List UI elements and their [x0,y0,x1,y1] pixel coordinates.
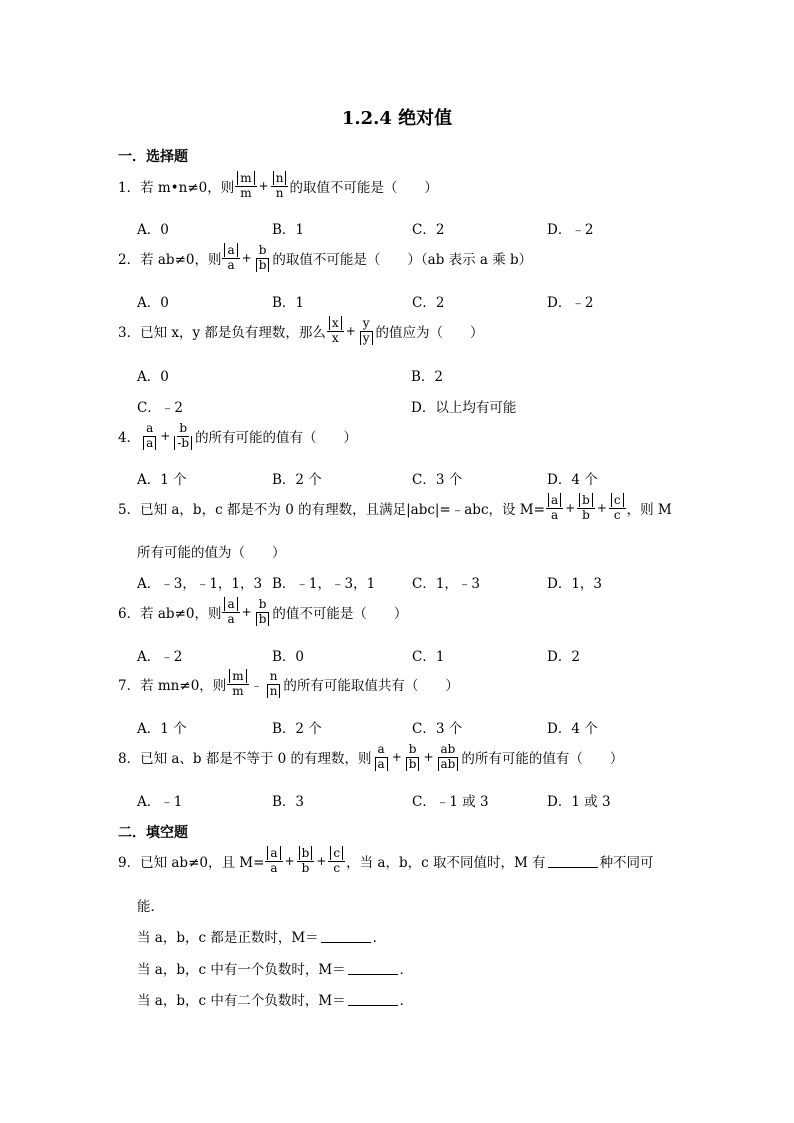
q1-stem: 1．若 m•n≠0，则 [118,180,235,197]
q1-option-b[interactable]: B．1 [272,222,305,238]
q9-answer-blank-3[interactable] [348,993,398,1006]
q5-stem: 5．已知 a，b，c 都是不为 0 的有理数，且满足|abc|=﹣abc，设 M= [118,502,545,519]
q8-options [137,790,611,810]
q9-case-all-positive: 当 a，b，c 都是正数时，M＝ ． [137,930,387,946]
q6-option-d[interactable]: D．2 [547,649,580,665]
q8-fraction-2: $\frac{b}{b}$ [404,743,422,772]
q1-option-d[interactable]: D．﹣2 [547,222,594,238]
q8-option-d[interactable]: D．1 或 3 [547,794,611,810]
question-8: 8．已知 a、b 都是不等于 0 的有理数，则 $\frac{a}{a}$ + $\frac{b}{b}$ + $\frac{ab}{ab}$ 的所有可能的值有（ ） [118,742,624,771]
q2-fraction-2: $\frac{b}{b}$ [254,244,272,273]
q9-fraction-3: $\frac{c}{c}$ [328,847,345,876]
q8-option-a[interactable]: A．﹣1 [137,794,183,810]
q7-options [137,717,598,737]
q9-fraction-2: $\frac{b}{b}$ [297,847,315,876]
q2-fraction-1: $\frac{a}{a}$ [222,244,239,273]
q6-option-c[interactable]: C．1 [412,649,445,665]
q3-stem: 3．已知 x，y 都是负有理数，那么 [118,325,326,342]
q6-fraction-1: $\frac{a}{a}$ [222,598,239,627]
q3-options-row-2 [137,396,516,416]
q3-option-b[interactable]: B．2 [411,369,444,385]
question-1: 1．若 m•n≠0，则 $\frac{m}{m}$ + $\frac{n}{n}$ 的取值不可能是（ ） [118,171,438,200]
q1-option-c[interactable]: C．2 [412,222,445,238]
q6-options [137,645,580,665]
q1-fraction-1: $\frac{m}{m}$ [235,172,256,201]
q3-option-d[interactable]: D．以上均有可能 [411,400,517,416]
q8-option-c[interactable]: C．﹣1 或 3 [412,794,489,810]
q4-option-d[interactable]: D．4 个 [547,472,598,488]
q8-fraction-1: $\frac{a}{a}$ [373,743,390,772]
q2-option-a[interactable]: A．0 [137,295,169,311]
q2-stem: 2．若 ab≠0，则 [118,252,222,269]
q7-option-b[interactable]: B．2 个 [272,721,322,737]
q2-option-c[interactable]: C．2 [412,295,445,311]
q4-fraction-1: $\frac{a}{a}$ [141,422,158,451]
q4-option-b[interactable]: B．2 个 [272,472,322,488]
q9-fraction-1: $\frac{a}{a}$ [265,847,282,876]
q4-stem: 4． [118,430,141,447]
q7-fraction-1: $\frac{m}{m}$ [227,670,248,699]
question-5: 5．已知 a，b，c 都是不为 0 的有理数，且满足|abc|=﹣abc，设 M= $\frac{a}{a}$ + $\frac{b}{b}$ + $\frac{c}{c}$ ，则 M [118,493,672,522]
q1-options [137,218,593,238]
page-title: 1.2.4 绝对值 [341,108,453,129]
q2-option-d[interactable]: D．﹣2 [547,295,594,311]
q9-answer-blank-count[interactable] [548,855,598,868]
question-6: 6．若 ab≠0，则 $\frac{a}{a}$ + $\frac{b}{b}$ 的值不可能是（ ） [118,597,408,626]
q3-fraction-2: $\frac{y}{y}$ [358,317,375,346]
q6-option-b[interactable]: B．0 [272,649,305,665]
q5-fraction-3: $\frac{c}{c}$ [609,494,626,523]
q4-fraction-2: $\frac{b}{-b}$ [172,422,194,451]
q5-option-d[interactable]: D．1，3 [547,576,603,592]
q8-option-b[interactable]: B．3 [272,794,305,810]
q7-option-a[interactable]: A．1 个 [137,721,187,737]
q5-fraction-2: $\frac{b}{b}$ [577,494,595,523]
q5-fraction-1: $\frac{a}{a}$ [546,494,563,523]
q3-option-c[interactable]: C．﹣2 [137,400,183,416]
question-9: 9．已知 ab≠0，且 M= $\frac{a}{a}$ + $\frac{b}{b}$ + $\frac{c}{c}$ ，当 a，b，c 取不同值时，M 有 种不同可 [118,846,654,875]
q3-options-row-1 [137,365,443,385]
q9-answer-blank-2[interactable] [348,962,398,975]
q6-option-a[interactable]: A．﹣2 [137,649,183,665]
section-fill-heading: 二．填空题 [118,825,188,841]
q4-options [137,468,598,488]
q6-fraction-2: $\frac{b}{b}$ [254,598,272,627]
q2-options [137,291,593,311]
q1-option-a[interactable]: A．0 [137,222,169,238]
q5-options [137,572,602,592]
q7-stem: 7．若 mn≠0，则 [118,678,227,695]
question-7: 7．若 mn≠0，则 $\frac{m}{m}$ ﹣ $\frac{n}{n}$ 的所有可能取值共有（ ） [118,669,459,698]
q9-answer-blank-1[interactable] [321,930,371,943]
q2-option-b[interactable]: B．1 [272,295,305,311]
question-3: 3．已知 x，y 都是负有理数，那么 $\frac{x}{x}$ + $\frac{y}{y}$ 的值应为（ ） [118,316,484,345]
q4-option-a[interactable]: A．1 个 [137,472,187,488]
q7-fraction-2: $\frac{n}{n}$ [265,670,283,699]
q5-continuation: 所有可能的值为（ ） [137,545,286,561]
q3-fraction-1: $\frac{x}{x}$ [327,317,344,346]
question-2: 2．若 ab≠0，则 $\frac{a}{a}$ + $\frac{b}{b}$ 的取值不可能是（ ）（ab 表示 a 乘 b） [118,243,533,272]
q6-stem: 6．若 ab≠0，则 [118,606,222,623]
q9-case-one-negative: 当 a，b，c 中有一个负数时，M＝ ． [137,962,414,978]
q5-option-c[interactable]: C．1，﹣3 [412,576,481,592]
q5-option-b[interactable]: B．﹣1，﹣3，1 [272,576,376,592]
section-choice-heading: 一．选择题 [118,149,188,165]
q8-stem: 8．已知 a、b 都是不等于 0 的有理数，则 [118,751,372,768]
q7-option-d[interactable]: D．4 个 [547,721,598,737]
q4-option-c[interactable]: C．3 个 [412,472,463,488]
q9-continuation: 能． [137,899,164,915]
q9-stem: 9．已知 ab≠0，且 M= [118,855,265,872]
q5-option-a[interactable]: A．﹣3，﹣1，1，3 [137,576,263,592]
q1-fraction-2: $\frac{n}{n}$ [271,172,289,201]
q3-option-a[interactable]: A．0 [137,369,169,385]
question-4: 4． $\frac{a}{a}$ + $\frac{b}{-b}$ 的所有可能的值有（ ） [118,421,358,450]
q9-case-two-negative: 当 a，b，c 中有二个负数时，M＝ ． [137,993,414,1009]
q7-option-c[interactable]: C．3 个 [412,721,463,737]
q8-fraction-3: $\frac{ab}{ab}$ [436,743,461,772]
